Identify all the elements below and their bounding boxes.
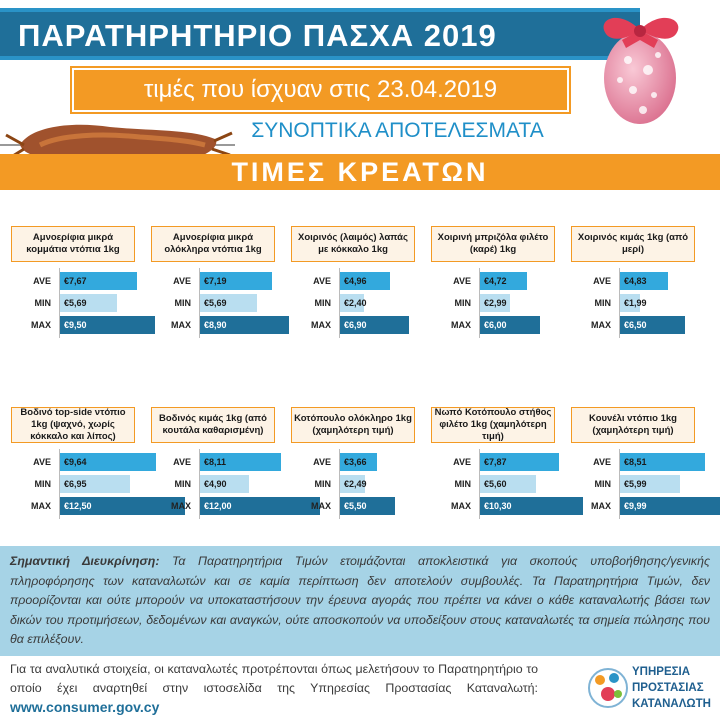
bar-row bbox=[431, 316, 571, 334]
category-label: MIN bbox=[314, 479, 331, 489]
category-label: AVE bbox=[173, 276, 191, 286]
bar-row bbox=[291, 475, 431, 493]
bar-row bbox=[431, 453, 571, 471]
value-label: €7,19 bbox=[204, 276, 227, 286]
value-label: €12,00 bbox=[204, 501, 232, 511]
summary-subtitle: ΣΥΝΟΠΤΙΚΑ ΑΠΟΤΕΛΕΣΜΑΤΑ bbox=[251, 119, 544, 142]
value-label: €3,66 bbox=[344, 457, 367, 467]
section-bar bbox=[0, 154, 720, 190]
chart-title: Χοιρινός (λαιμός) λαπάς με κόκκαλο 1kg bbox=[291, 226, 415, 262]
website-link[interactable]: www.consumer.gov.cy bbox=[10, 699, 160, 715]
bar-row bbox=[291, 453, 431, 471]
bar-row bbox=[11, 497, 151, 515]
disclaimer-box bbox=[0, 546, 720, 656]
bar-row bbox=[11, 294, 151, 312]
chart-panel bbox=[571, 407, 711, 517]
category-label: AVE bbox=[313, 457, 331, 467]
value-label: €4,72 bbox=[484, 276, 507, 286]
category-label: AVE bbox=[453, 276, 471, 286]
category-label: MIN bbox=[314, 298, 331, 308]
chart-panel bbox=[571, 226, 711, 336]
value-label: €5,50 bbox=[344, 501, 367, 511]
bar-row bbox=[11, 272, 151, 290]
chart-title: Κουνέλι ντόπιο 1kg (χαμηλότερη τιμή) bbox=[571, 407, 695, 443]
value-label: €5,99 bbox=[624, 479, 647, 489]
chart-panel bbox=[431, 407, 571, 517]
value-label: €5,69 bbox=[64, 298, 87, 308]
bar-row bbox=[571, 316, 711, 334]
bar-row bbox=[571, 453, 711, 471]
bar-row bbox=[11, 316, 151, 334]
category-label: AVE bbox=[313, 276, 331, 286]
category-label: MIN bbox=[174, 298, 191, 308]
value-label: €9,99 bbox=[624, 501, 647, 511]
bar-row bbox=[291, 316, 431, 334]
category-label: AVE bbox=[453, 457, 471, 467]
chart-panel bbox=[291, 407, 431, 517]
chart-title: Βοδινός κιμάς 1kg (από κουτάλα καθαρισμένη) bbox=[151, 407, 275, 443]
disclaimer-lead: Σημαντική Διευκρίνηση: bbox=[10, 554, 160, 568]
chart-panel bbox=[291, 226, 431, 336]
category-label: AVE bbox=[593, 457, 611, 467]
value-label: €6,90 bbox=[344, 320, 367, 330]
logo-line-1: ΥΠΗΡΕΣΙΑ bbox=[632, 666, 691, 678]
footer-note bbox=[10, 660, 538, 718]
category-label: MIN bbox=[454, 479, 471, 489]
chart-title: Βοδινό top-side ντόπιο 1kg (ψαχνό, χωρίς κόκκαλο και λίπος) bbox=[11, 407, 135, 443]
category-label: MAX bbox=[591, 501, 611, 511]
category-label: MIN bbox=[454, 298, 471, 308]
value-label: €2,49 bbox=[344, 479, 367, 489]
bar-row bbox=[291, 497, 431, 515]
bar-row bbox=[431, 475, 571, 493]
bar-row bbox=[151, 272, 291, 290]
bar-row bbox=[431, 272, 571, 290]
value-label: €12,50 bbox=[64, 501, 92, 511]
category-label: MIN bbox=[174, 479, 191, 489]
category-label: MAX bbox=[31, 501, 51, 511]
chart-panel bbox=[151, 226, 291, 336]
bar-row bbox=[291, 272, 431, 290]
bar-row bbox=[151, 475, 291, 493]
bar-row bbox=[571, 475, 711, 493]
date-box bbox=[72, 68, 569, 112]
chart-panel bbox=[431, 226, 571, 336]
category-label: AVE bbox=[33, 457, 51, 467]
value-label: €10,30 bbox=[484, 501, 512, 511]
category-label: AVE bbox=[33, 276, 51, 286]
bar-row bbox=[571, 497, 711, 515]
chart-title: Χοιρινός κιμάς 1kg (από μερί) bbox=[571, 226, 695, 262]
logo-text bbox=[632, 664, 711, 712]
bar-row bbox=[151, 294, 291, 312]
page-title: ΠΑΡΑΤΗΡΗΤΗΡΙΟ ΠΑΣΧΑ 2019 bbox=[18, 18, 497, 53]
logo-icon bbox=[586, 664, 630, 714]
category-label: MIN bbox=[594, 298, 611, 308]
value-label: €8,90 bbox=[204, 320, 227, 330]
bar-row bbox=[11, 475, 151, 493]
category-label: MAX bbox=[311, 320, 331, 330]
value-label: €2,40 bbox=[344, 298, 367, 308]
chart-title: Νωπό Κοτόπουλο στήθος φιλέτο 1kg (χαμηλότερη τιμή) bbox=[431, 407, 555, 443]
category-label: MAX bbox=[31, 320, 51, 330]
section-title: ΤΙΜΕΣ ΚΡΕΑΤΩΝ bbox=[231, 157, 489, 187]
category-label: MIN bbox=[34, 298, 51, 308]
value-label: €8,51 bbox=[624, 457, 647, 467]
bar-row bbox=[151, 497, 291, 515]
value-label: €5,60 bbox=[484, 479, 507, 489]
disclaimer-text: Τα Παρατηρητήρια Τιμών ετοιμάζονται αποκλειστικά για σκοπούς υποβοήθησης/γενικής πληροφόρησης των καταναλωτών και σε καμία περίπτωση δεν αποτελούν συμβουλές. Τα Παρατηρητήρια Τιμών, δεν προορίζονται και ούτε μπορούν να υποκαταστήσουν την έρευνα αγοράς που πρέπει να κάνει ο κάθε καταναλωτής βάσει των δικών του προτιμήσεων, δεδομένων και αναγκών, ούτε αποσκοπούν να υποδείξουν στους καταναλωτές τα σημεία πώλησης που θα επιλέξουν. bbox=[10, 554, 710, 646]
consumer-protection-logo bbox=[586, 660, 716, 716]
title-banner bbox=[0, 8, 640, 60]
bar-row bbox=[151, 316, 291, 334]
value-label: €9,64 bbox=[64, 457, 87, 467]
chart-panel bbox=[151, 407, 291, 517]
bar-row bbox=[571, 294, 711, 312]
value-label: €6,95 bbox=[64, 479, 87, 489]
bar-row bbox=[11, 453, 151, 471]
value-label: €1,99 bbox=[624, 298, 647, 308]
value-label: €6,50 bbox=[624, 320, 647, 330]
chart-title: Χοιρινή μπριζόλα φιλέτο (καρέ) 1kg bbox=[431, 226, 555, 262]
bar-row bbox=[431, 294, 571, 312]
category-label: MAX bbox=[451, 320, 471, 330]
category-label: AVE bbox=[593, 276, 611, 286]
value-label: €7,67 bbox=[64, 276, 87, 286]
chart-title: Αμνοερίφια μικρά ολόκληρα ντόπια 1kg bbox=[151, 226, 275, 262]
date-line: τιμές που ίσχυαν στις 23.04.2019 bbox=[143, 76, 498, 103]
value-label: €5,69 bbox=[204, 298, 227, 308]
category-label: MAX bbox=[591, 320, 611, 330]
value-label: €4,96 bbox=[344, 276, 367, 286]
chart-panel bbox=[11, 226, 151, 336]
logo-line-3: ΚΑΤΑΝΑΛΩΤΗ bbox=[632, 698, 711, 710]
value-label: €2,99 bbox=[484, 298, 507, 308]
bar-row bbox=[151, 453, 291, 471]
category-label: MAX bbox=[451, 501, 471, 511]
footer-text: Για τα αναλυτικά στοιχεία, οι καταναλωτές προτρέπονται όπως μελετήσουν το Παρατηρητήριο το οποίο έχει αναρτηθεί στην ιστοσελίδα της Υπηρεσίας Προστασίας Καταναλωτή: bbox=[10, 662, 538, 695]
category-label: MAX bbox=[171, 501, 191, 511]
value-label: €8,11 bbox=[204, 457, 227, 467]
logo-line-2: ΠΡΟΣΤΑΣΙΑΣ bbox=[632, 682, 704, 694]
bar-row bbox=[291, 294, 431, 312]
category-label: MIN bbox=[34, 479, 51, 489]
value-label: €4,90 bbox=[204, 479, 227, 489]
bar-row bbox=[571, 272, 711, 290]
chart-title: Κοτόπουλο ολόκληρο 1kg (χαμηλότερη τιμή) bbox=[291, 407, 415, 443]
bar-row bbox=[431, 497, 571, 515]
value-label: €6,00 bbox=[484, 320, 507, 330]
category-label: MAX bbox=[171, 320, 191, 330]
value-label: €7,87 bbox=[484, 457, 507, 467]
value-label: €4,83 bbox=[624, 276, 647, 286]
category-label: AVE bbox=[173, 457, 191, 467]
category-label: MIN bbox=[594, 479, 611, 489]
value-label: €9,50 bbox=[64, 320, 87, 330]
category-label: MAX bbox=[311, 501, 331, 511]
chart-title: Αμνοερίφια μικρά κομμάτια ντόπια 1kg bbox=[11, 226, 135, 262]
easter-egg-image bbox=[588, 0, 692, 130]
chart-panel bbox=[11, 407, 151, 517]
